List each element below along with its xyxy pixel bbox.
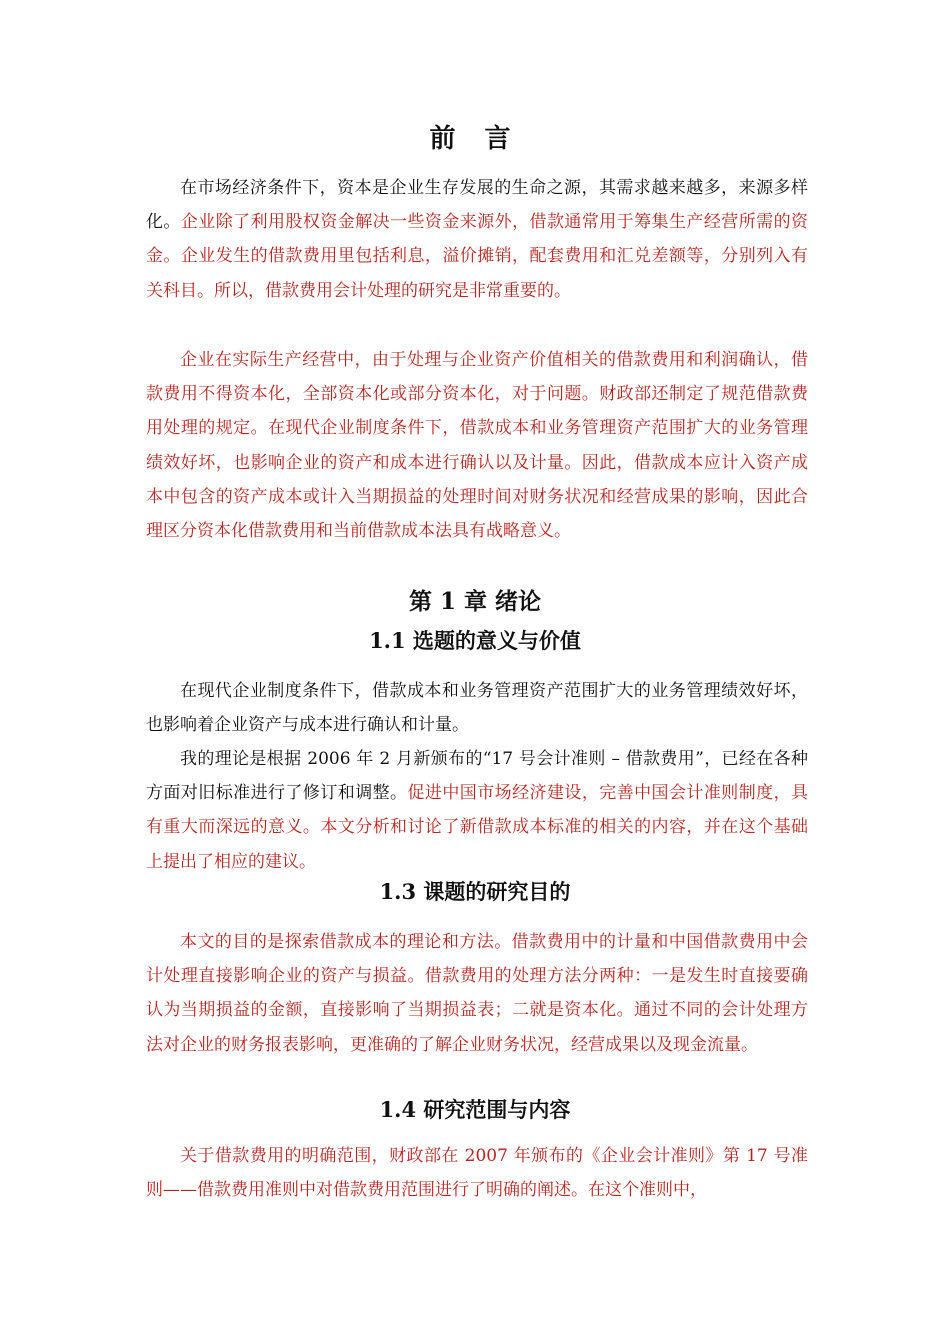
- preface-paragraph-1-black: 在市场经济条件下，资本是企业生存发展的生命之源，其需求越来越多，来源多样化。: [146, 178, 808, 233]
- chapter-1-title: 第 1 章 绪论: [408, 588, 542, 615]
- preface-paragraph-1-red: 企业除了利用股权资金解决一些资金来源外，借款通常用于筹集生产经营所需的资金。企业发生的借款费用里包括利息，溢价摊销，配套费用和汇兑差额等，分别列入有关科目。所以，借款费用会计处理的研究是非常重要的。: [146, 212, 809, 301]
- preface-paragraph-1: [146, 171, 808, 308]
- section-1-1-paragraph-2-red: 促进中国市场经济建设，完善中国会计准则制度，具有重大而深远的意义。本文分析和讨论了新借款成本标准的相关的内容，并在这个基础上提出了相应的建议。: [146, 783, 809, 872]
- section-1-4-title: 1.4 研究范围与内容: [379, 1097, 571, 1122]
- section-1-1-title: 1.1 选题的意义与价值: [369, 628, 581, 653]
- section-1-1-paragraph-2-black: 我的理论是根据 2006 年 2 月新颁布的“17 号会计准则 – 借款费用”，已经在各种方面对旧标准进行了修订和调整。: [146, 749, 808, 804]
- section-1-1-paragraph-1: 在现代企业制度条件下，借款成本和业务管理资产范围扩大的业务管理绩效好坏，也影响着企业资产与成本进行确认和计量。: [146, 681, 808, 736]
- preface-title: 前 言: [429, 124, 521, 154]
- section-1-3-title: 1.3 课题的研究目的: [379, 879, 571, 904]
- section-1-4-paragraph-1: 关于借款费用的明确范围，财政部在 2007 年颁布的《企业会计准则》第 17 号准则——借款费用准则中对借款费用范围进行了明确的阐述。在这个准则中，: [146, 1146, 808, 1201]
- preface-paragraph-2: 企业在实际生产经营中，由于处理与企业资产价值相关的借款费用和利润确认，借款费用不得资本化，全部资本化或部分资本化，对于问题。财政部还制定了规范借款费用处理的规定。在现代企业制度条件下，借款成本和业务管理资产范围扩大的业务管理绩效好坏，也影响企业的资产和成本进行确认以及计量。因此，借款成本应计入资产成本中包含的资产成本或计入当期损益的处理时间对财务状况和经营成果的影响，因此合理区分资本化借款费用和当前借款成本法具有战略意义。: [146, 350, 808, 542]
- section-1-3-paragraph-1: 本文的目的是探索借款成本的理论和方法。借款费用中的计量和中国借款费用中会计处理直接影响企业的资产与损益。借款费用的处理方法分两种：一是发生时直接要确认为当期损益的金额，直接影响了当期损益表；二就是资本化。通过不同的会计处理方法对企业的财务报表影响，更准确的了解企业财务状况，经营成果以及现金流量。: [146, 932, 808, 1055]
- section-1-1-paragraph-2: [146, 742, 808, 879]
